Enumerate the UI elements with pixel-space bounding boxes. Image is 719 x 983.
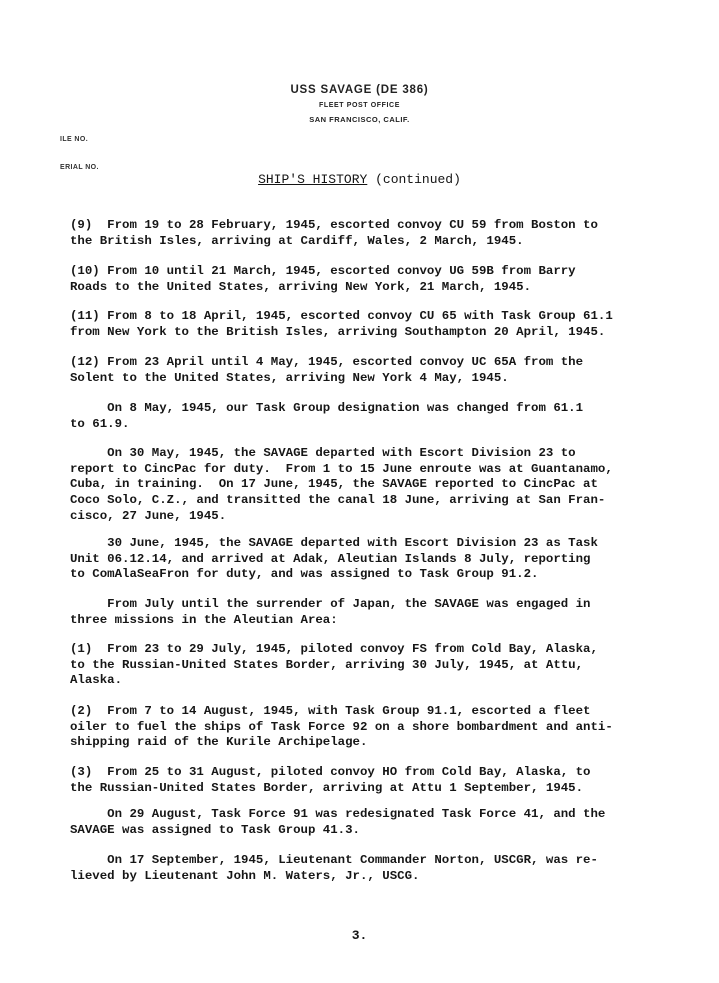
text-line: 30 June, 1945, the SAVAGE departed with Escort Division 23 as Task [70,536,598,550]
text-line: report to CincPac for duty. From 1 to 15 June enroute was at Guantanamo, [70,461,613,476]
text-line: On 29 August, Task Force 91 was redesignated Task Force 41, and the [70,807,606,821]
text-line: On 8 May, 1945, our Task Group designation was changed from 61.1 [70,401,584,415]
page-number: 3. [351,928,368,943]
letterhead-fleet-post-office: FLEET POST OFFICE [319,102,400,109]
paragraph-convoy-10 [70,264,610,295]
text-line: Roads to the United States, arriving New York, 21 March, 1945. [70,279,532,294]
text-line: SAVAGE was assigned to Task Group 41.3. [70,822,360,837]
text-line: Coco Solo, C.Z., and transitted the canal 18 June, arriving at San Fran- [70,493,606,508]
text-line: to ComAlaSeaFron for duty, and was assigned to Task Group 91.2. [70,567,539,582]
text-line: (10) From 10 until 21 March, 1945, escorted convoy UG 59B from Barry [70,264,576,278]
text-line: the Russian-United States Border, arriving at Attu 1 September, 1945. [70,780,584,795]
paragraph-mission-2 [70,704,613,751]
text-line: shipping raid of the Kurile Archipelage. [70,735,368,750]
text-line: (2) From 7 to 14 August, 1945, with Task Group 91.1, escorted a fleet [70,704,591,718]
text-line: Solent to the United States, arriving New York 4 May, 1945. [70,370,509,385]
text-line: On 30 May, 1945, the SAVAGE departed with Escort Division 23 to [70,446,576,460]
page-title-underlined: SHIP'S HISTORY [258,172,368,187]
text-line: (11) From 8 to 18 April, 1945, escorted convoy CU 65 with Task Group 61.1 [70,309,613,323]
text-line: the British Isles, arriving at Cardiff, Wales, 2 March, 1945. [70,233,524,248]
text-line: On 17 September, 1945, Lieutenant Commander Norton, USCGR, was re- [70,853,598,867]
paragraph-mission-1 [70,642,610,689]
text-line: (1) From 23 to 29 July, 1945, piloted convoy FS from Cold Bay, Alaska, [70,642,598,656]
paragraph-aleutian-missions [70,597,610,628]
paragraph-mission-3 [70,765,610,796]
text-line: (9) From 19 to 28 February, 1945, escorted convoy CU 59 from Boston to [70,218,598,232]
paragraph-sep-17 [70,853,610,884]
paragraph-aug-29 [70,807,610,838]
text-line: to the Russian-United States Border, arriving 30 July, 1945, at Attu, [70,657,584,672]
letterhead-city: SAN FRANCISCO, CALIF. [309,115,410,124]
text-line: to 61.9. [70,416,130,431]
paragraph-convoy-9 [70,218,610,249]
text-line: Unit 06.12.14, and arrived at Adak, Aleutian Islands 8 July, reporting [70,551,591,566]
text-line: (12) From 23 April until 4 May, 1945, escorted convoy UC 65A from the [70,355,584,369]
text-line: oiler to fuel the ships of Task Force 92 on a shore bombardment and anti- [70,719,613,734]
serial-no-label: ERIAL NO. [60,164,99,171]
paragraph-convoy-11 [70,309,613,340]
text-line: three missions in the Aleutian Area: [70,612,338,627]
paragraph-june-30 [70,536,610,583]
text-line: (3) From 25 to 31 August, piloted convoy HO from Cold Bay, Alaska, to [70,765,591,779]
page-title [0,172,719,187]
text-line: lieved by Lieutenant John M. Waters, Jr., USCG. [70,868,420,883]
text-line: Alaska. [70,673,123,688]
paragraph-convoy-12 [70,355,610,386]
file-no-label: ILE NO. [60,136,89,143]
text-line: From July until the surrender of Japan, the SAVAGE was engaged in [70,597,591,611]
paragraph-may-8 [70,401,610,432]
text-line: cisco, 27 June, 1945. [70,508,227,523]
page-title-continued: (continued) [367,172,461,187]
paragraph-may-30 [70,446,613,525]
text-line: from New York to the British Isles, arriving Southampton 20 April, 1945. [70,324,606,339]
letterhead-ship-name: USS SAVAGE (DE 386) [290,84,429,96]
text-line: Cuba, in training. On 17 June, 1945, the SAVAGE reported to CincPac at [70,477,598,492]
